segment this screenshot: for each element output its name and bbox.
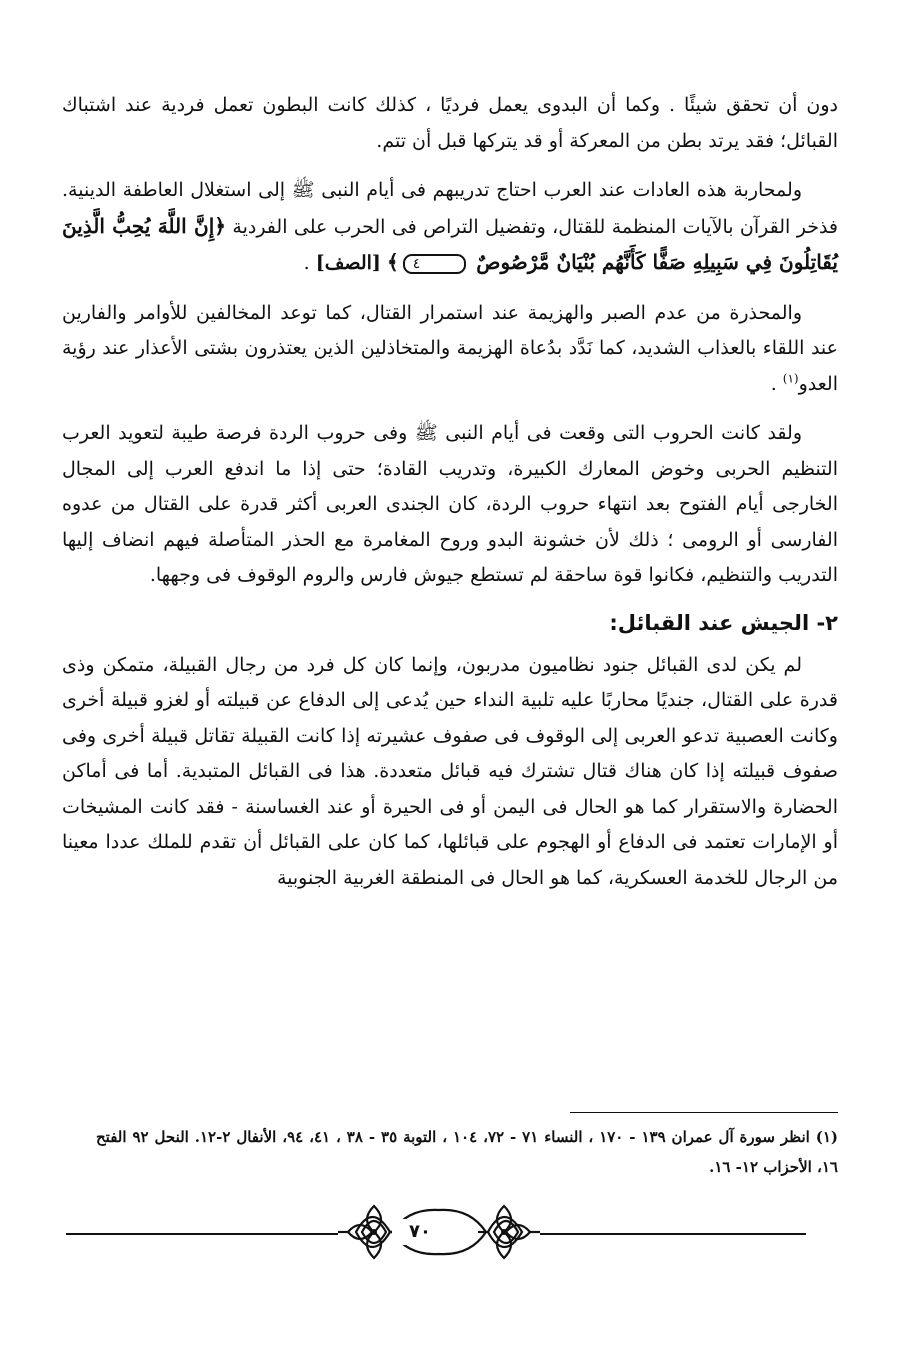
page-body <box>62 88 838 896</box>
verse-number-badge: ٤ <box>403 254 467 274</box>
paragraph-3 <box>62 296 838 403</box>
page-number: ٧٠ <box>392 1219 448 1245</box>
paragraph-3-end: . <box>770 372 777 395</box>
paragraph-2-end: . <box>303 252 310 274</box>
footnote: (١) انظر سورة آل عمران ١٣٩ - ١٧٠ ، النساء ٧١ - ٧٢، ١٠٤ ، التوبة ٣٥ - ٣٨ ، ٤١، ٩٤، الأنفال ٢-١٢. النحل ٩٢ الفتح ١٦، الأحزاب ١٢- ١٦. <box>96 1128 839 1176</box>
footer-rule-left <box>66 1233 338 1235</box>
section-heading: ٢- الجيش عند القبائل: <box>609 610 838 635</box>
paragraph-4: ولقد كانت الحروب التى وقعت فى أيام النبى ﷺ وفى حروب الردة فرصة طيبة لتعويد العرب التنظيم الحربى وخوض المعارك الكبيرة، وتدريب القادة؛ حتى إذا ما اندفع العرب إلى المجال الخارجى أيام الفتوح بعد انتهاء حروب الردة، كان الجندى العربى أكثر قدرة على القتال من عدوه الفارسى أو الرومى ؛ ذلك لأن خشونة البدو وروح المغامرة مع الحذر المتأصلة فيهم انضاف إليها التدريب والتنظيم، فكانوا قوة ساحقة لم تستطع جيوش فارس والروم الوقوف فى وجهها. <box>62 422 838 586</box>
quran-verse: ﴿إِنَّ اللَّهَ يُحِبُّ الَّذِينَ يُقَاتِلُونَ فِي سَبِيلِهِ صَفًّا كَأَنَّهُم بُنْيَانٌ مَّرْصُوصٌ <box>62 213 838 274</box>
paragraph-5: لم يكن لدى القبائل جنود نظاميون مدربون، وإنما كان كل فرد من رجال القبيلة، متمكن وذى قدرة على القتال، جنديًا محاربًا عليه تلبية النداء حين يُدعى إلى الدفاع عن قبيلته أو لغزو قبيلة أخرى وكانت العصبية تدعو العربى إلى الوقوف فى صفوف عشيرته إذا كانت القبيلة تقاتل قبيلة أخرى وفى صفوف قبيلته إذا كان هناك قتال تشترك فيه قبائل متعددة. هذا فى القبائل المتبدية. أما فى أماكن الحضارة والاستقرار كما هو الحال فى اليمن أو فى الحيرة أو عند الغساسنة - فقد كانت المشيخات أو الإمارات تعتمد فى الدفاع أو الهجوم على قبائلها، كما كان على القبائل أن تقدم للملك عددا معينا من الرجال للخدمة العسكرية، كما هو الحال فى المنطقة الغربية الجنوبية <box>62 653 838 889</box>
verse-close-bracket: ﴾ <box>386 250 399 274</box>
footnote-divider <box>570 1112 838 1113</box>
footer-rule-right <box>540 1233 806 1235</box>
paragraph-2-text: ولمحاربة هذه العادات عند العرب احتاج تدريبهم فى أيام النبى ﷺ إلى استغلال العاطفة الدينية. فذخر القرآن بالآيات المنظمة للقتال، وتفضيل التراص فى الحرب على الفردية <box>62 179 838 238</box>
paragraph-2 <box>62 173 838 282</box>
paragraph-1: دون أن تحقق شيئًا . وكما أن البدوى يعمل فرديًا ، كذلك كانت البطون تعمل فردية عند اشتباك القبائل؛ فقد يرتد بطن من المعركة أو قد يتركها قبل أن تتم. <box>62 94 838 152</box>
paragraph-3-text: والمحذرة من عدم الصبر والهزيمة عند استمرار القتال، كما توعد المخالفين للأوامر والفارين عند اللقاء بالعذاب الشديد، كما نَدَّد بدُعاة الهزيمة والمتخاذلين الذين يعتذرون بشتى الأعذار عند رؤية العدو <box>62 301 838 395</box>
surah-reference: [الصف] <box>315 252 381 274</box>
footnote-marker: (١) <box>782 371 799 386</box>
